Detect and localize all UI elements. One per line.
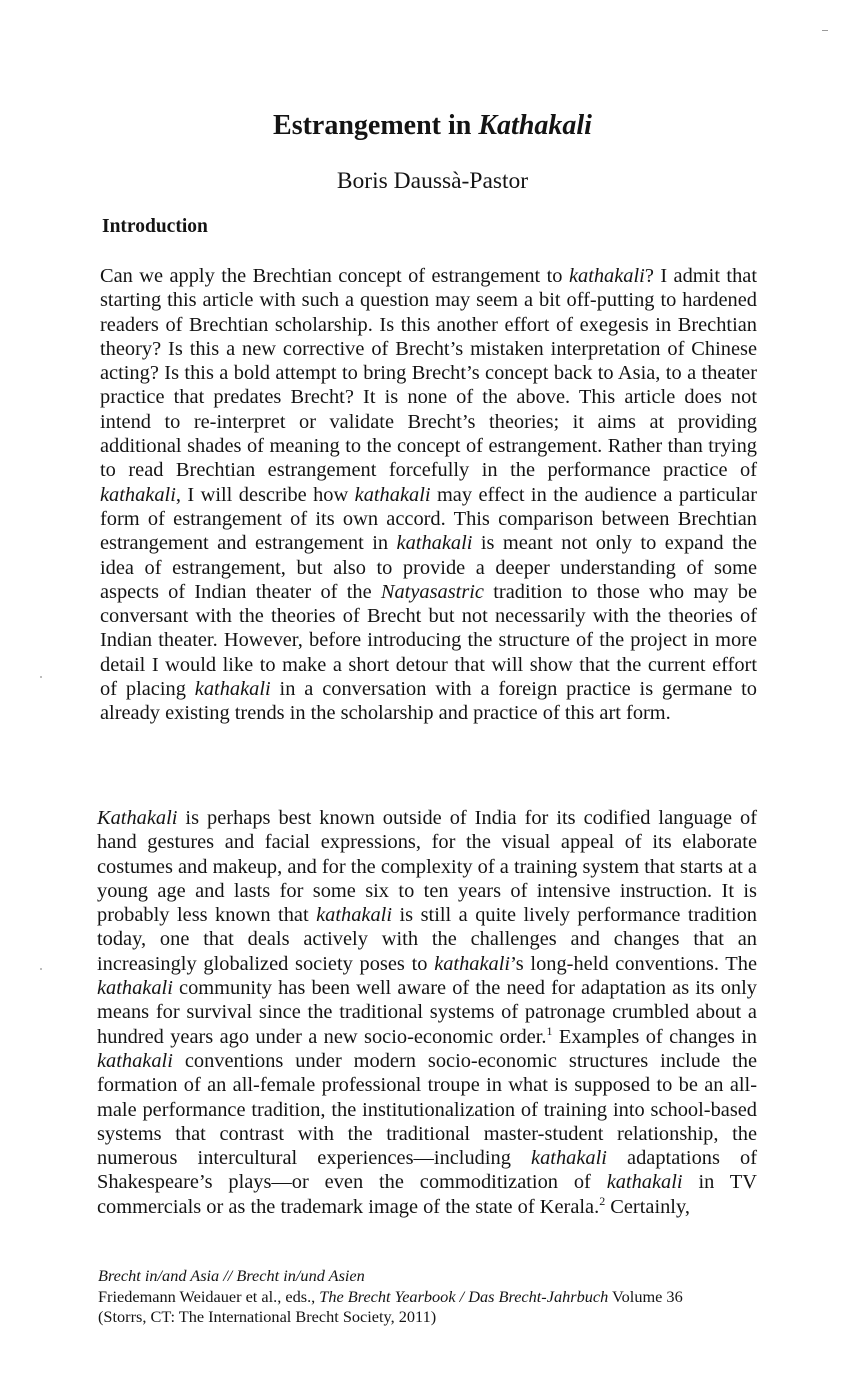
footnote-marker[interactable]: 1 (546, 1023, 553, 1038)
text-run: may effect in the audience a particular form of estrangement of its own accord. This comparison between Brechtian estrangement and estrangement in (100, 483, 757, 555)
text-run: ’s long-held conventions. The (510, 952, 757, 975)
text-run: ? I admit that starting this article with such a question may seem a bit off-putting to hardened readers of Brechtian scholarship. Is this another effort of exegesis in Brechtian theory? Is this a new corrective of Brecht’s mistaken interpretation of Chinese acting? Is this a bold attempt to bring Brecht’s concept back to Asia, to a theater practice that predates Brecht? It is none of the above. This article does not intend to re-interpret or validate Brecht’s theories; it aims at providing additional shades of meaning to the concept of estrangement. Rather than trying to read Brechtian estrangement forcefully in the performance practice of (100, 265, 757, 482)
italic-term: kathakali (568, 265, 645, 287)
italic-term: kathakali (396, 532, 473, 555)
article-title-plain: Estrangement in (273, 110, 479, 141)
text-run: Can we apply the Brechtian concept of estrangement to (100, 265, 569, 287)
text-run: Certainly, (605, 1195, 690, 1218)
italic-term: Kathakali (97, 807, 178, 829)
body-paragraph-2 (97, 806, 757, 1219)
italic-term: kathakali (97, 1049, 173, 1072)
text-run: adaptations of Shakespeare’s plays—or even the commoditization of (97, 1147, 758, 1194)
italic-term: kathakali (354, 483, 431, 506)
footer-citation (98, 1287, 763, 1308)
text-run: is meant not only to expand the idea of estrangement, but also to provide a deeper understanding of some aspects of Indian theater of the (100, 532, 757, 603)
text-run: in a conversation with a foreign practice is germane to already existing trends in the scholarship and practice of this art form. (100, 678, 757, 725)
article-title-italic: Kathakali (478, 110, 592, 141)
italic-term: kathakali (97, 977, 173, 1000)
footer-editors: Friedemann Weidauer et al., eds., (98, 1286, 320, 1306)
text-run: tradition to those who may be conversant with the theories of Brecht but not necessarily with the theories of Indian theater. However, before introducing the structure of the project in more detail I would like to make a short detour that will show that the current effort of placing (100, 580, 757, 701)
text-run: in TV commercials or as the trademark image of the state of Kerala. (97, 1171, 757, 1218)
text-run: conventions under modern socio-economic structures include the formation of an all-female professional troupe in what is supposed to be an all-male performance tradition, the institutionalization of training into school-based systems that contrast with the traditional master-student relationship, the numerous intercultural experiences—including (97, 1049, 757, 1170)
body-paragraph-1 (100, 264, 757, 726)
footnote-marker[interactable]: 2 (599, 1193, 606, 1208)
italic-term: kathakali (531, 1147, 607, 1170)
text-run: , I will describe how (175, 483, 355, 506)
italic-term: kathakali (316, 904, 393, 927)
article-author: Boris Daussà-Pastor (336, 168, 529, 194)
footer-publisher: (Storrs, CT: The International Brecht Society, 2011) (98, 1307, 437, 1326)
footer-series (98, 1266, 763, 1287)
scan-corner-mark (822, 30, 828, 31)
italic-term: kathakali (434, 952, 511, 975)
text-run: is perhaps best known outside of India for its codified language of hand gestures and facial expressions, for the visual appeal of its elaborate costumes and makeup, and for the complexity of a training system that starts at a young age and lasts for some six to ten years of intensive instruction. It is probably less known that (97, 807, 757, 927)
text-run: is still a quite lively performance tradition today, one that deals actively with the challenges and changes that an increasingly globalized society poses to (97, 904, 758, 975)
article-title (0, 110, 850, 142)
publication-footer (98, 1266, 763, 1328)
section-heading: Introduction (102, 216, 208, 237)
footer-journal: The Brecht Yearbook / Das Brecht-Jahrbuch (319, 1286, 609, 1306)
italic-term: kathakali (606, 1171, 683, 1194)
italic-term: kathakali (100, 483, 176, 506)
italic-term: Natyasastric (380, 580, 484, 603)
text-run: Examples of changes in (552, 1025, 758, 1048)
footer-volume: Volume 36 (608, 1286, 683, 1306)
scan-margin-speck (40, 676, 42, 678)
text-run: community has been well aware of the need for adaptation as its only means for survival since the traditional systems of patronage crumbled about a hundred years ago under a new socio-economic order. (97, 977, 757, 1048)
scan-margin-speck (40, 968, 42, 970)
italic-term: kathakali (194, 678, 271, 701)
footer-series-text: Brecht in/and Asia // Brecht in/und Asien (98, 1266, 365, 1285)
